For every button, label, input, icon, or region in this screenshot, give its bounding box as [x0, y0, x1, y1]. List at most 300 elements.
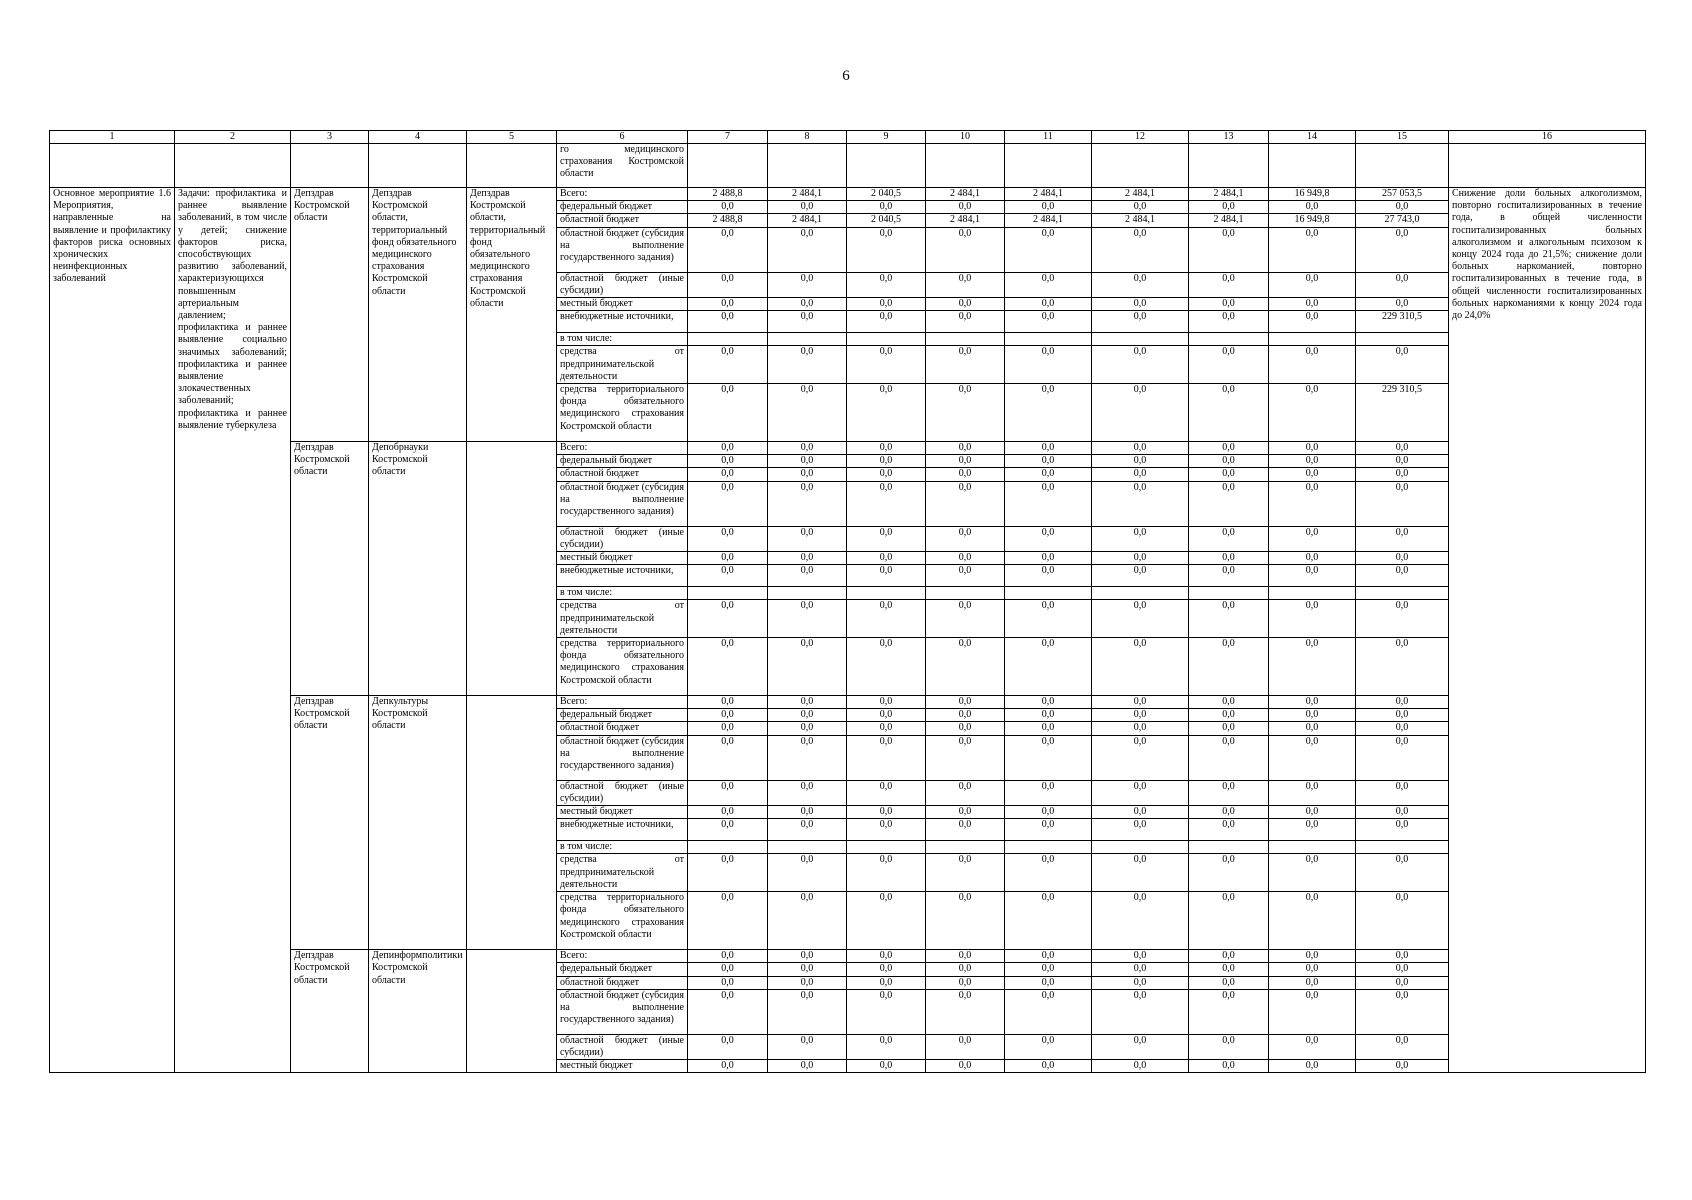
amount-cell: 0,0	[1356, 227, 1449, 272]
amount-cell: 0,0	[1005, 481, 1092, 526]
amount-cell: 0,0	[1356, 696, 1449, 709]
funding-source: областной бюджет	[557, 722, 688, 735]
amount-cell: 16 949,8	[1269, 214, 1356, 227]
amount-cell: 0,0	[768, 600, 847, 638]
co-executor: Депинформполитики Костромской области	[369, 950, 467, 1073]
amount-cell: 0,0	[847, 227, 926, 272]
amount-cell: 0,0	[1269, 696, 1356, 709]
amount-cell: 0,0	[1005, 819, 1092, 841]
funding-source: федеральный бюджет	[557, 455, 688, 468]
amount-cell: 0,0	[768, 227, 847, 272]
amount-cell: 0,0	[1005, 600, 1092, 638]
amount-cell: 257 053,5	[1356, 188, 1449, 201]
amount-cell: 0,0	[688, 481, 768, 526]
funding-source: внебюджетные источники,	[557, 311, 688, 333]
amount-cell: 0,0	[847, 892, 926, 950]
amount-cell: 0,0	[768, 989, 847, 1034]
amount-cell: 229 310,5	[1356, 311, 1449, 333]
responsible-executor: Депздрав Костромской области	[291, 188, 369, 442]
amount-cell: 0,0	[926, 565, 1005, 587]
funding-source: областной бюджет (иные субсидии)	[557, 1034, 688, 1059]
amount-cell: 0,0	[926, 963, 1005, 976]
amount-cell: 0,0	[1269, 892, 1356, 950]
amount-cell: 0,0	[688, 455, 768, 468]
amount-cell: 0,0	[1189, 735, 1269, 780]
amount-cell: 0,0	[688, 735, 768, 780]
amount-cell: 0,0	[1005, 526, 1092, 551]
amount-cell: 0,0	[1005, 696, 1092, 709]
amount-cell	[688, 841, 768, 854]
amount-cell: 0,0	[847, 442, 926, 455]
empty-cell	[467, 144, 557, 188]
amount-cell	[926, 587, 1005, 600]
amount-cell: 0,0	[1005, 311, 1092, 333]
amount-cell: 0,0	[847, 989, 926, 1034]
amount-cell: 0,0	[1189, 696, 1269, 709]
amount-cell: 0,0	[926, 735, 1005, 780]
amount-cell: 0,0	[1356, 565, 1449, 587]
amount-cell: 0,0	[1092, 963, 1189, 976]
amount-cell: 0,0	[1092, 227, 1189, 272]
amount-cell: 0,0	[1269, 976, 1356, 989]
funding-source: в том числе:	[557, 841, 688, 854]
funding-source: федеральный бюджет	[557, 709, 688, 722]
participant	[467, 442, 557, 696]
column-header: 2	[175, 131, 291, 144]
empty-cell	[1356, 144, 1449, 188]
amount-cell: 2 488,8	[688, 188, 768, 201]
amount-cell: 0,0	[1356, 455, 1449, 468]
amount-cell: 0,0	[1092, 696, 1189, 709]
amount-cell: 0,0	[1092, 722, 1189, 735]
funding-source: областной бюджет	[557, 468, 688, 481]
amount-cell: 0,0	[1356, 526, 1449, 551]
amount-cell: 0,0	[1356, 552, 1449, 565]
amount-cell: 0,0	[1092, 384, 1189, 442]
amount-cell: 0,0	[688, 384, 768, 442]
amount-cell	[1189, 587, 1269, 600]
amount-cell	[1269, 841, 1356, 854]
amount-cell: 0,0	[1269, 963, 1356, 976]
column-header: 3	[291, 131, 369, 144]
source-cell: го медицинского страхования Костромской области	[557, 144, 688, 188]
amount-cell: 0,0	[1005, 963, 1092, 976]
amount-cell: 0,0	[688, 346, 768, 384]
amount-cell: 0,0	[1092, 468, 1189, 481]
amount-cell	[1092, 587, 1189, 600]
amount-cell: 0,0	[926, 1060, 1005, 1073]
amount-cell: 0,0	[1269, 227, 1356, 272]
amount-cell: 0,0	[768, 950, 847, 963]
amount-cell: 0,0	[847, 272, 926, 297]
amount-cell	[688, 333, 768, 346]
amount-cell	[1092, 333, 1189, 346]
amount-cell: 0,0	[926, 989, 1005, 1034]
amount-cell: 0,0	[926, 780, 1005, 805]
amount-cell: 0,0	[847, 976, 926, 989]
amount-cell: 0,0	[1005, 892, 1092, 950]
funding-source: внебюджетные источники,	[557, 819, 688, 841]
amount-cell: 0,0	[688, 298, 768, 311]
budget-table	[49, 130, 1646, 1073]
amount-cell: 0,0	[847, 455, 926, 468]
amount-cell: 0,0	[688, 638, 768, 696]
amount-cell: 0,0	[1269, 735, 1356, 780]
amount-cell: 2 484,1	[1189, 188, 1269, 201]
funding-source: Всего:	[557, 950, 688, 963]
amount-cell: 0,0	[688, 311, 768, 333]
amount-cell: 0,0	[1269, 780, 1356, 805]
amount-cell: 0,0	[926, 1034, 1005, 1059]
amount-cell	[688, 587, 768, 600]
funding-source: Всего:	[557, 188, 688, 201]
column-header: 6	[557, 131, 688, 144]
amount-cell: 0,0	[1092, 989, 1189, 1034]
amount-cell: 0,0	[926, 298, 1005, 311]
amount-cell: 0,0	[768, 526, 847, 551]
amount-cell: 0,0	[1092, 892, 1189, 950]
column-header: 1	[50, 131, 175, 144]
amount-cell: 0,0	[768, 963, 847, 976]
amount-cell: 0,0	[926, 638, 1005, 696]
measure-tasks: Задачи: профилактика и раннее выявление заболеваний, в том числе у детей; снижение факторов риска, способствующих развитию заболеваний, характеризующихся повышенным артериальным давлением; профилактика и раннее выявление социально значимых заболеваний; профилактика и раннее выявление злокачественных заболеваний; профилактика и раннее выявление туберкулеза	[175, 188, 291, 1073]
amount-cell: 0,0	[768, 780, 847, 805]
amount-cell: 0,0	[1269, 565, 1356, 587]
amount-cell: 0,0	[1269, 442, 1356, 455]
amount-cell: 0,0	[926, 854, 1005, 892]
amount-cell: 0,0	[688, 892, 768, 950]
amount-cell: 0,0	[847, 384, 926, 442]
amount-cell: 0,0	[1269, 638, 1356, 696]
amount-cell: 0,0	[1092, 481, 1189, 526]
funding-source: внебюджетные источники,	[557, 565, 688, 587]
amount-cell: 2 484,1	[1092, 214, 1189, 227]
amount-cell: 0,0	[1189, 455, 1269, 468]
amount-cell	[1005, 333, 1092, 346]
amount-cell: 0,0	[1356, 806, 1449, 819]
amount-cell: 0,0	[1092, 1034, 1189, 1059]
amount-cell: 2 488,8	[688, 214, 768, 227]
funding-source: федеральный бюджет	[557, 201, 688, 214]
amount-cell: 0,0	[1189, 963, 1269, 976]
amount-cell: 0,0	[926, 201, 1005, 214]
amount-cell: 0,0	[1005, 552, 1092, 565]
page-number: 6	[842, 68, 850, 84]
amount-cell: 0,0	[1092, 950, 1189, 963]
amount-cell: 0,0	[1189, 201, 1269, 214]
amount-cell: 0,0	[1092, 201, 1189, 214]
column-header: 8	[768, 131, 847, 144]
amount-cell: 0,0	[768, 709, 847, 722]
amount-cell: 0,0	[847, 780, 926, 805]
empty-cell	[291, 144, 369, 188]
amount-cell: 0,0	[768, 854, 847, 892]
co-executor: Депздрав Костромской области, территориальный фонд обязательного медицинского страхования Костромской области	[369, 188, 467, 442]
column-header: 16	[1449, 131, 1646, 144]
amount-cell	[768, 841, 847, 854]
amount-cell: 0,0	[1356, 735, 1449, 780]
amount-cell: 0,0	[847, 346, 926, 384]
amount-cell: 0,0	[1356, 638, 1449, 696]
funding-source: в том числе:	[557, 587, 688, 600]
amount-cell: 2 484,1	[926, 188, 1005, 201]
amount-cell	[1269, 587, 1356, 600]
amount-cell: 0,0	[688, 201, 768, 214]
amount-cell: 0,0	[1005, 272, 1092, 297]
amount-cell: 0,0	[1092, 976, 1189, 989]
amount-cell: 0,0	[1356, 346, 1449, 384]
funding-source: федеральный бюджет	[557, 963, 688, 976]
column-header: 10	[926, 131, 1005, 144]
amount-cell: 0,0	[1005, 1034, 1092, 1059]
amount-cell: 0,0	[847, 468, 926, 481]
funding-source: средства территориального фонда обязательного медицинского страхования Костромской области	[557, 638, 688, 696]
amount-cell	[1356, 587, 1449, 600]
amount-cell: 0,0	[1189, 600, 1269, 638]
amount-cell: 0,0	[1356, 854, 1449, 892]
amount-cell: 0,0	[1092, 552, 1189, 565]
amount-cell: 0,0	[926, 696, 1005, 709]
amount-cell: 0,0	[768, 892, 847, 950]
amount-cell: 0,0	[847, 526, 926, 551]
amount-cell: 0,0	[688, 950, 768, 963]
amount-cell: 0,0	[688, 806, 768, 819]
participant: Депздрав Костромской области, территориальный фонд обязательного медицинского страхования Костромской области	[467, 188, 557, 442]
amount-cell: 0,0	[926, 455, 1005, 468]
amount-cell: 0,0	[768, 976, 847, 989]
funding-source: местный бюджет	[557, 806, 688, 819]
amount-cell	[1189, 841, 1269, 854]
empty-cell	[1189, 144, 1269, 188]
amount-cell: 0,0	[1092, 806, 1189, 819]
amount-cell: 0,0	[768, 442, 847, 455]
amount-cell: 0,0	[847, 1060, 926, 1073]
funding-source: областной бюджет (иные субсидии)	[557, 780, 688, 805]
amount-cell: 0,0	[1092, 600, 1189, 638]
amount-cell: 2 484,1	[1005, 188, 1092, 201]
funding-source: областной бюджет (иные субсидии)	[557, 272, 688, 297]
amount-cell: 0,0	[1189, 806, 1269, 819]
amount-cell: 0,0	[688, 526, 768, 551]
amount-cell: 0,0	[768, 298, 847, 311]
amount-cell: 0,0	[1189, 892, 1269, 950]
funding-source: областной бюджет (иные субсидии)	[557, 526, 688, 551]
amount-cell: 0,0	[926, 709, 1005, 722]
amount-cell: 0,0	[1189, 722, 1269, 735]
amount-cell: 0,0	[1005, 442, 1092, 455]
participant	[467, 696, 557, 950]
amount-cell: 0,0	[1356, 819, 1449, 841]
amount-cell: 0,0	[1189, 227, 1269, 272]
amount-cell: 0,0	[926, 722, 1005, 735]
amount-cell: 0,0	[1092, 709, 1189, 722]
amount-cell: 0,0	[1005, 346, 1092, 384]
funding-source: в том числе:	[557, 333, 688, 346]
amount-cell: 0,0	[847, 950, 926, 963]
amount-cell: 0,0	[768, 1034, 847, 1059]
amount-cell: 0,0	[847, 1034, 926, 1059]
amount-cell: 0,0	[688, 1034, 768, 1059]
amount-cell: 0,0	[1092, 565, 1189, 587]
amount-cell: 0,0	[688, 722, 768, 735]
amount-cell: 0,0	[768, 638, 847, 696]
column-header: 7	[688, 131, 768, 144]
amount-cell: 0,0	[768, 346, 847, 384]
amount-cell: 2 484,1	[1005, 214, 1092, 227]
amount-cell: 0,0	[1356, 298, 1449, 311]
amount-cell: 0,0	[1269, 806, 1356, 819]
empty-cell	[175, 144, 291, 188]
amount-cell: 0,0	[1092, 526, 1189, 551]
amount-cell: 2 484,1	[1189, 214, 1269, 227]
amount-cell: 0,0	[847, 735, 926, 780]
amount-cell: 0,0	[688, 552, 768, 565]
amount-cell: 0,0	[926, 976, 1005, 989]
amount-cell: 0,0	[926, 600, 1005, 638]
amount-cell: 0,0	[1005, 854, 1092, 892]
responsible-executor: Депздрав Костромской области	[291, 442, 369, 696]
amount-cell: 0,0	[688, 819, 768, 841]
amount-cell: 0,0	[847, 565, 926, 587]
column-header: 13	[1189, 131, 1269, 144]
amount-cell: 0,0	[1005, 227, 1092, 272]
amount-cell: 0,0	[847, 696, 926, 709]
amount-cell: 0,0	[768, 201, 847, 214]
amount-cell: 0,0	[1269, 1034, 1356, 1059]
amount-cell: 0,0	[688, 963, 768, 976]
amount-cell: 0,0	[1356, 468, 1449, 481]
amount-cell: 0,0	[688, 976, 768, 989]
amount-cell: 0,0	[1356, 976, 1449, 989]
amount-cell: 0,0	[847, 298, 926, 311]
column-header: 12	[1092, 131, 1189, 144]
amount-cell: 0,0	[926, 272, 1005, 297]
amount-cell: 0,0	[688, 780, 768, 805]
empty-cell	[1269, 144, 1356, 188]
amount-cell: 0,0	[847, 722, 926, 735]
amount-cell: 0,0	[1189, 298, 1269, 311]
amount-cell: 0,0	[847, 806, 926, 819]
amount-cell: 0,0	[1092, 346, 1189, 384]
amount-cell: 0,0	[1356, 709, 1449, 722]
amount-cell: 0,0	[926, 552, 1005, 565]
amount-cell: 0,0	[1189, 552, 1269, 565]
amount-cell: 2 040,5	[847, 188, 926, 201]
amount-cell: 0,0	[1092, 819, 1189, 841]
empty-cell	[1449, 144, 1646, 188]
co-executor: Депобрнауки Костромской области	[369, 442, 467, 696]
amount-cell: 0,0	[1189, 1034, 1269, 1059]
amount-cell: 0,0	[1005, 384, 1092, 442]
amount-cell: 0,0	[1356, 989, 1449, 1034]
amount-cell: 0,0	[768, 455, 847, 468]
amount-cell: 0,0	[1189, 976, 1269, 989]
amount-cell: 0,0	[1269, 1060, 1356, 1073]
funding-source: местный бюджет	[557, 552, 688, 565]
amount-cell: 0,0	[926, 526, 1005, 551]
amount-cell	[1092, 841, 1189, 854]
amount-cell: 0,0	[1356, 950, 1449, 963]
amount-cell: 0,0	[1092, 638, 1189, 696]
amount-cell: 0,0	[847, 854, 926, 892]
amount-cell: 0,0	[847, 963, 926, 976]
amount-cell: 0,0	[1005, 709, 1092, 722]
amount-cell: 0,0	[768, 722, 847, 735]
amount-cell: 0,0	[1189, 272, 1269, 297]
amount-cell: 0,0	[768, 384, 847, 442]
amount-cell: 0,0	[1189, 780, 1269, 805]
amount-cell: 0,0	[688, 468, 768, 481]
amount-cell: 0,0	[688, 709, 768, 722]
amount-cell: 0,0	[1005, 201, 1092, 214]
amount-cell: 0,0	[1092, 442, 1189, 455]
amount-cell	[926, 841, 1005, 854]
amount-cell: 0,0	[688, 565, 768, 587]
amount-cell: 0,0	[847, 481, 926, 526]
funding-source: областной бюджет (субсидия на выполнение государственного задания)	[557, 481, 688, 526]
column-header: 4	[369, 131, 467, 144]
amount-cell: 0,0	[1189, 565, 1269, 587]
amount-cell: 0,0	[1269, 455, 1356, 468]
amount-cell: 0,0	[1005, 298, 1092, 311]
amount-cell: 0,0	[1005, 722, 1092, 735]
header-row	[50, 131, 1646, 144]
amount-cell: 0,0	[688, 442, 768, 455]
amount-cell: 0,0	[1189, 468, 1269, 481]
funding-source: Всего:	[557, 442, 688, 455]
amount-cell: 0,0	[1005, 468, 1092, 481]
funding-source: средства от предпринимательской деятельности	[557, 346, 688, 384]
empty-cell	[50, 144, 175, 188]
expected-result: Снижение доли больных алкоголизмом, повторно госпитализированных в течение года, в общей численности госпитализированных больных алкоголизмом и алкогольным психозом к концу 2024 года до 21,5%; снижение доли больных наркоманией, повторно госпитализированных в течение года, в общей численности госпитализированных больных наркоманиями к концу 2024 года до 24,0%	[1449, 188, 1646, 1073]
amount-cell: 0,0	[1005, 950, 1092, 963]
amount-cell: 0,0	[1356, 892, 1449, 950]
amount-cell	[847, 841, 926, 854]
amount-cell: 0,0	[768, 1060, 847, 1073]
amount-cell: 0,0	[688, 696, 768, 709]
funding-source: средства от предпринимательской деятельности	[557, 854, 688, 892]
amount-cell: 0,0	[768, 468, 847, 481]
amount-cell: 0,0	[1269, 819, 1356, 841]
amount-cell: 0,0	[1356, 481, 1449, 526]
amount-cell: 0,0	[1092, 854, 1189, 892]
amount-cell: 0,0	[847, 201, 926, 214]
funding-source: Всего:	[557, 696, 688, 709]
funding-source: областной бюджет	[557, 976, 688, 989]
amount-cell: 0,0	[1269, 989, 1356, 1034]
amount-cell: 0,0	[768, 819, 847, 841]
amount-cell: 0,0	[688, 989, 768, 1034]
amount-cell: 0,0	[847, 311, 926, 333]
amount-cell: 0,0	[688, 1060, 768, 1073]
amount-cell: 0,0	[1269, 709, 1356, 722]
amount-cell: 0,0	[1356, 600, 1449, 638]
amount-cell: 0,0	[688, 272, 768, 297]
amount-cell: 2 040,5	[847, 214, 926, 227]
amount-cell: 0,0	[1189, 819, 1269, 841]
amount-cell: 2 484,1	[1092, 188, 1189, 201]
amount-cell: 0,0	[1269, 854, 1356, 892]
amount-cell	[1005, 587, 1092, 600]
amount-cell: 0,0	[1005, 1060, 1092, 1073]
amount-cell: 0,0	[768, 481, 847, 526]
amount-cell: 0,0	[1269, 600, 1356, 638]
funding-source: областной бюджет	[557, 214, 688, 227]
amount-cell: 0,0	[926, 892, 1005, 950]
amount-cell	[1269, 333, 1356, 346]
amount-cell: 0,0	[1189, 442, 1269, 455]
amount-cell: 0,0	[768, 735, 847, 780]
